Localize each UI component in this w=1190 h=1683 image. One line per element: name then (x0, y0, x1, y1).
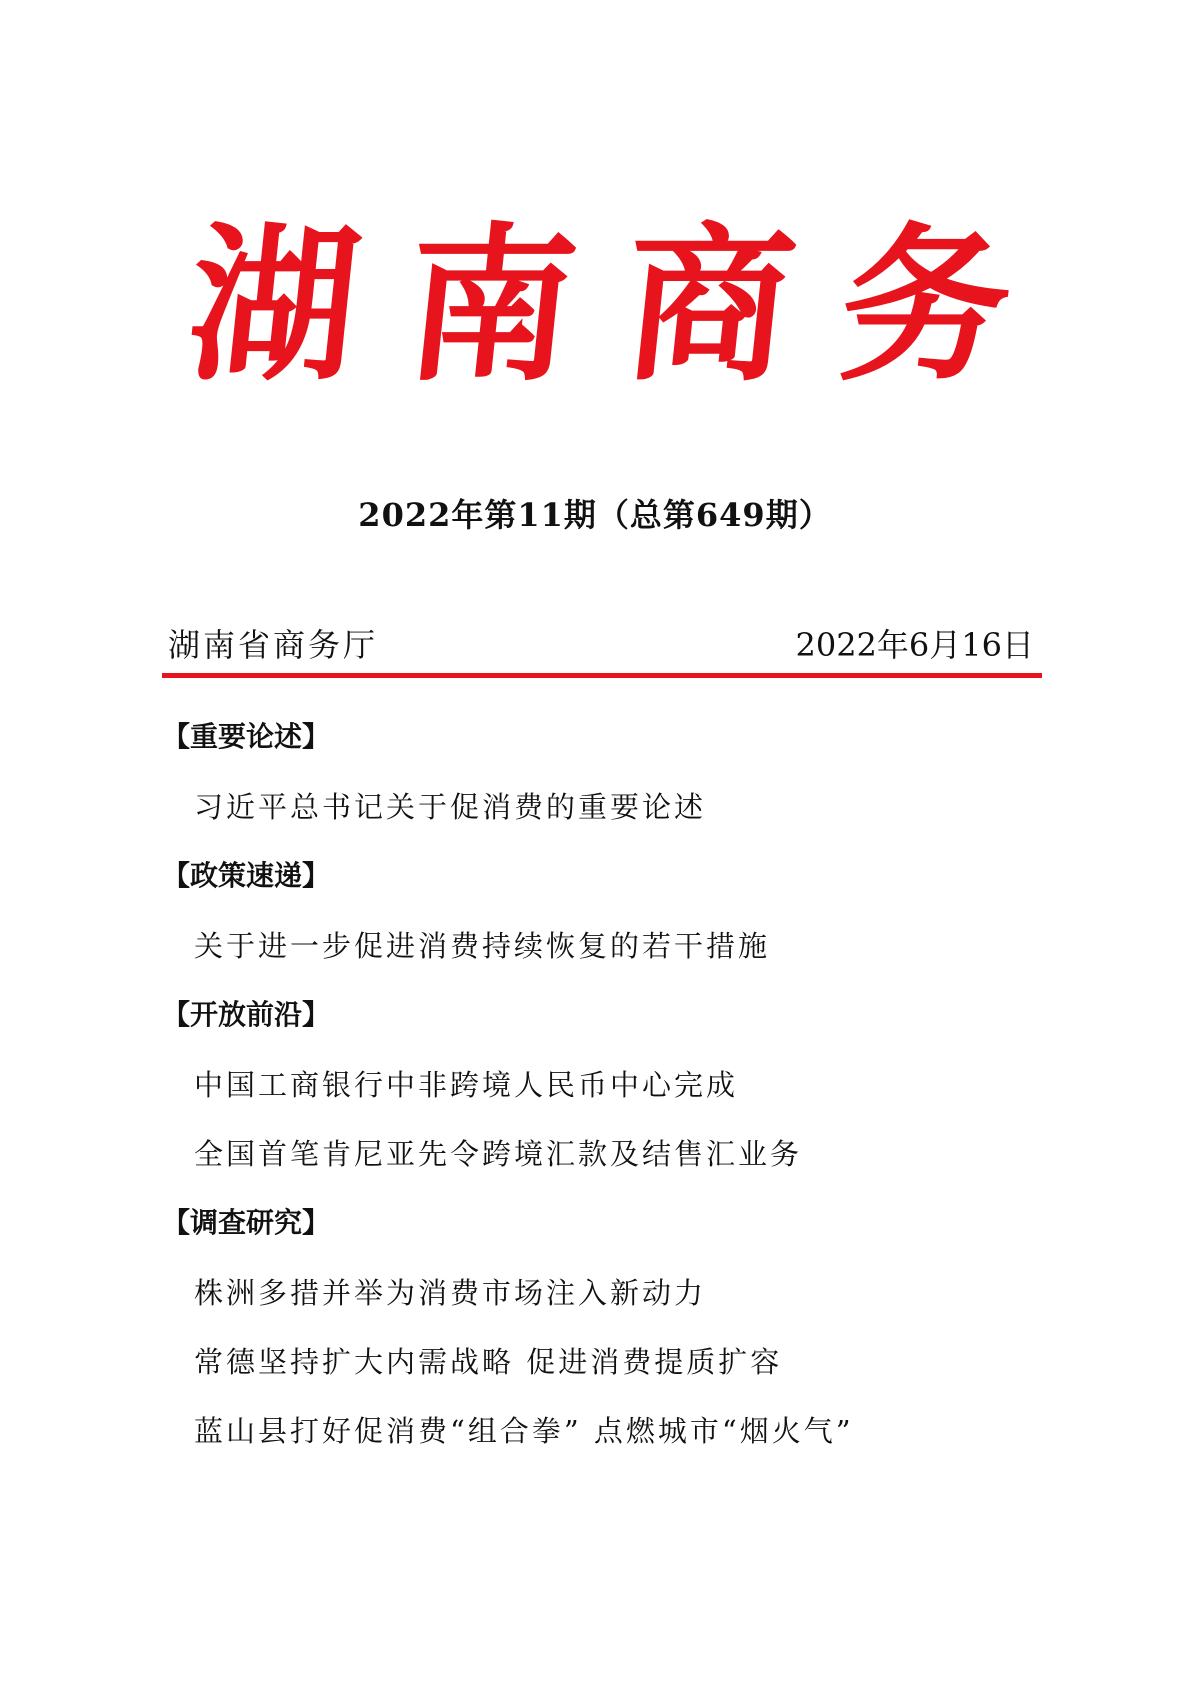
article-link[interactable]: 中国工商银行中非跨境人民币中心完成 (194, 1068, 739, 1102)
section-title: 【开放前沿】 (162, 998, 331, 1031)
section-title: 【调查研究】 (162, 1206, 331, 1239)
issue-number: 2022年第11期（总第649期） (358, 496, 832, 534)
article-link[interactable]: 蓝山县打好促消费“组合拳” 点燃城市“烟火气” (194, 1414, 854, 1448)
masthead-title (179, 205, 1021, 405)
masthead-char: 湖 (179, 206, 369, 404)
toc-section-important-statements (162, 712, 1042, 851)
publication-meta (168, 620, 1034, 666)
toc-section-opening-frontier (162, 990, 1042, 1198)
section-title: 【重要论述】 (162, 720, 331, 753)
section-title: 【政策速递】 (162, 859, 331, 892)
article-link[interactable]: 习近平总书记关于促消费的重要论述 (194, 790, 707, 824)
publication-date: 2022年6月16日 (795, 626, 1034, 664)
article-link[interactable]: 常德坚持扩大内需战略 促进消费提质扩容 (194, 1345, 783, 1379)
red-divider (162, 673, 1042, 678)
article-link[interactable]: 株洲多措并举为消费市场注入新动力 (194, 1276, 707, 1310)
article-link[interactable]: 全国首笔肯尼亚先令跨境汇款及结售汇业务 (194, 1137, 803, 1171)
masthead-char: 商 (614, 206, 804, 404)
publisher: 湖南省商务厅 (168, 626, 379, 664)
toc-section-research (162, 1198, 1042, 1475)
table-of-contents (162, 712, 1042, 1475)
masthead-char: 南 (396, 206, 586, 404)
masthead-char: 务 (831, 206, 1021, 404)
article-link[interactable]: 关于进一步促进消费持续恢复的若干措施 (194, 929, 771, 963)
toc-section-policy (162, 851, 1042, 990)
